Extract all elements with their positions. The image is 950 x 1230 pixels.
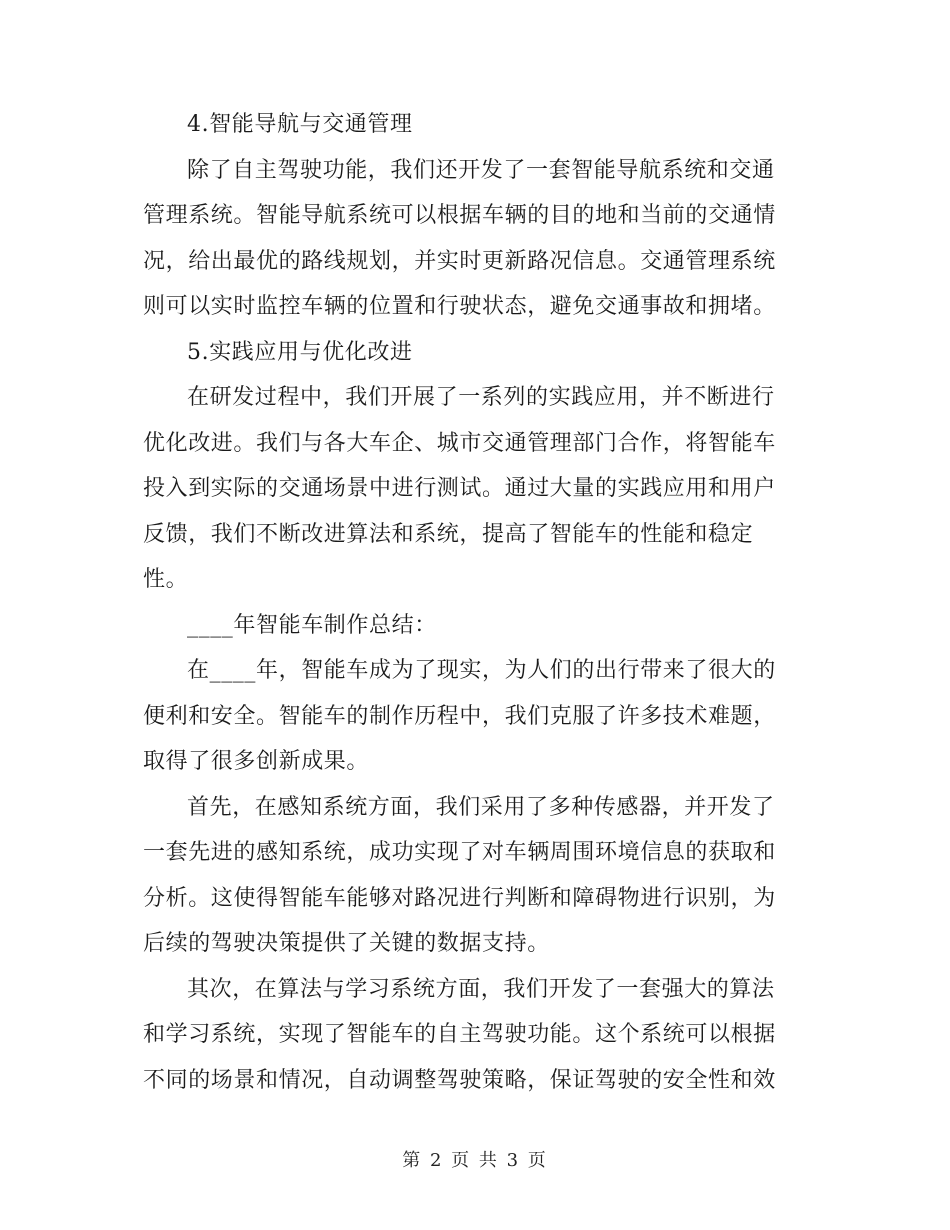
paragraph-line: 其次，在算法与学习系统方面，我们开发了一套强大的算法 (187, 976, 775, 1002)
paragraph-line: 性。 (143, 567, 189, 592)
paragraph-line: 在____年，智能车成为了现实，为人们的出行带来了很大的 (187, 658, 776, 683)
paragraph-line: 优化改进。我们与各大车企、城市交通管理部门合作，将智能车 (143, 430, 776, 456)
paragraph-line: 况，给出最优的路线规划，并实时更新路况信息。交通管理系统 (143, 248, 776, 274)
paragraph-line: 在研发过程中，我们开展了一系列的实践应用，并不断进行 (187, 385, 775, 410)
paragraph-line: 便利和安全。智能车的制作历程中，我们克服了许多技术难题， (143, 703, 776, 729)
section-heading: 5.实践应用与优化改进 (187, 339, 413, 365)
paragraph-line: 反馈，我们不断改进算法和系统，提高了智能车的性能和稳定 (143, 521, 754, 547)
paragraph-line: 后续的驾驶决策提供了关键的数据支持。 (143, 931, 550, 956)
document-body (143, 102, 798, 1103)
paragraph-line: 分析。这使得智能车能够对路况进行判断和障碍物进行识别，为 (143, 885, 776, 911)
paragraph-line: 首先，在感知系统方面，我们采用了多种传感器，并开发了 (187, 794, 775, 820)
paragraph-line: 管理系统。智能导航系统可以根据车辆的目的地和当前的交通情 (143, 203, 776, 228)
page-number-footer: 第 2 页 共 3 页 (402, 1150, 548, 1171)
paragraph-line: 和学习系统，实现了智能车的自主驾驶功能。这个系统可以根据 (143, 1022, 776, 1047)
section-heading: 4.智能导航与交通管理 (187, 112, 413, 137)
paragraph-line: 取得了很多创新成果。 (143, 749, 370, 774)
paragraph-line: 除了自主驾驶功能，我们还开发了一套智能导航系统和交通 (187, 157, 775, 183)
paragraph-line: 投入到实际的交通场景中进行测试。通过大量的实践应用和用户 (143, 476, 776, 501)
paragraph-line: 不同的场景和情况，自动调整驾驶策略，保证驾驶的安全性和效 (143, 1067, 776, 1093)
summary-heading: ____年智能车制作总结： (187, 612, 437, 638)
paragraph-line: 一套先进的感知系统，成功实现了对车辆周围环境信息的获取和 (143, 840, 776, 865)
paragraph-line: 则可以实时监控车辆的位置和行驶状态，避免交通事故和拥堵。 (143, 294, 776, 319)
